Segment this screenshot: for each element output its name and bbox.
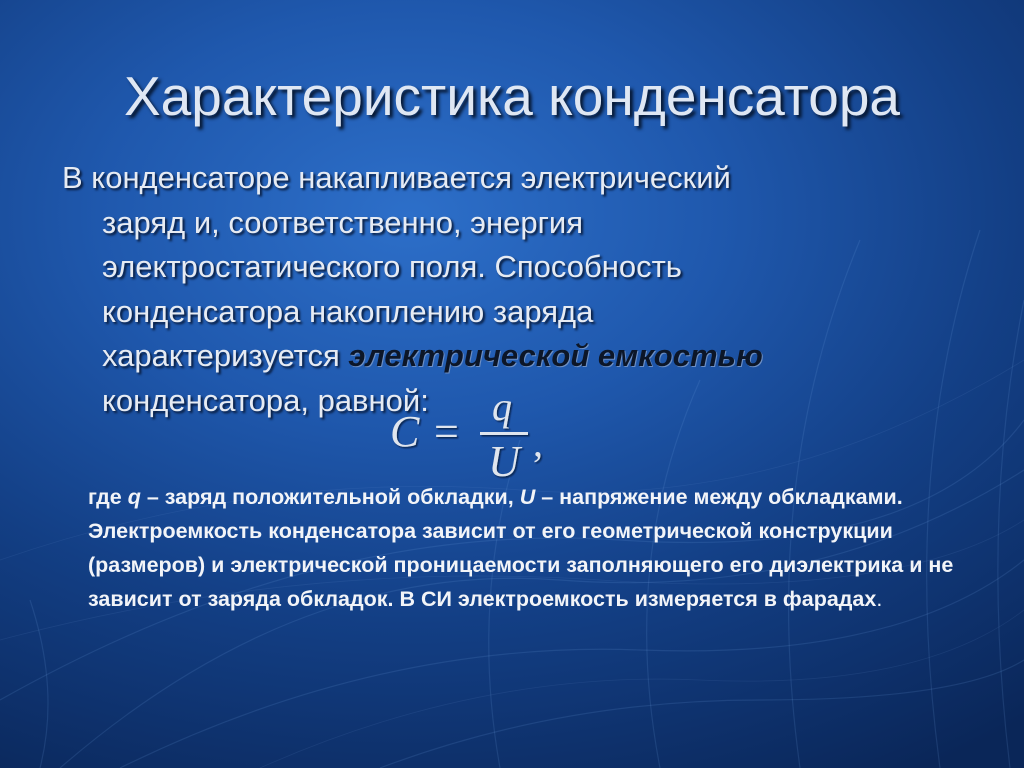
formula-denominator: U xyxy=(488,437,520,484)
paragraph-line-5 xyxy=(62,334,942,379)
capacitance-formula xyxy=(388,394,568,484)
note-prefix: где xyxy=(88,485,128,509)
formula-numerator: q xyxy=(492,394,512,429)
paragraph-line-3: электростатического поля. Способность xyxy=(102,249,682,284)
paragraph-line-4: конденсатора накоплению заряда xyxy=(102,293,594,329)
paragraph-line-5-text: характеризуется xyxy=(102,338,349,373)
explanation-note xyxy=(88,480,958,616)
formula-fraction-bar xyxy=(480,432,528,435)
paragraph-line-1: В конденсаторе накапливается электрический xyxy=(62,160,731,195)
note-symbol-u: U xyxy=(519,485,536,509)
note-after-q: – заряд положительной обкладки, xyxy=(140,485,520,509)
formula-trailing-comma: , xyxy=(533,420,543,465)
note-symbol-q: q xyxy=(127,485,141,509)
emphasis-electric-capacitance: электрической емкостью xyxy=(348,338,763,373)
slide-title: Характеристика конденсатора xyxy=(123,65,901,127)
paragraph-line-2: заряд и, соответственно, энергия xyxy=(102,204,583,240)
paragraph-line-6: конденсатора, равной: xyxy=(102,382,429,418)
formula-equals: = xyxy=(434,407,459,456)
formula-lhs: C xyxy=(390,407,420,456)
capacitor-description xyxy=(62,156,942,423)
note-rest: – напряжение между обкладками. Электроемкость конденсатора зависит от его геометрической конструкции (размеров) и электрической проницаемости заполняющего его диэлектрика и не зависит от заряда обкладок. В СИ электроемкость измеряется в фарадах xyxy=(88,485,954,611)
note-period: . xyxy=(876,587,883,611)
